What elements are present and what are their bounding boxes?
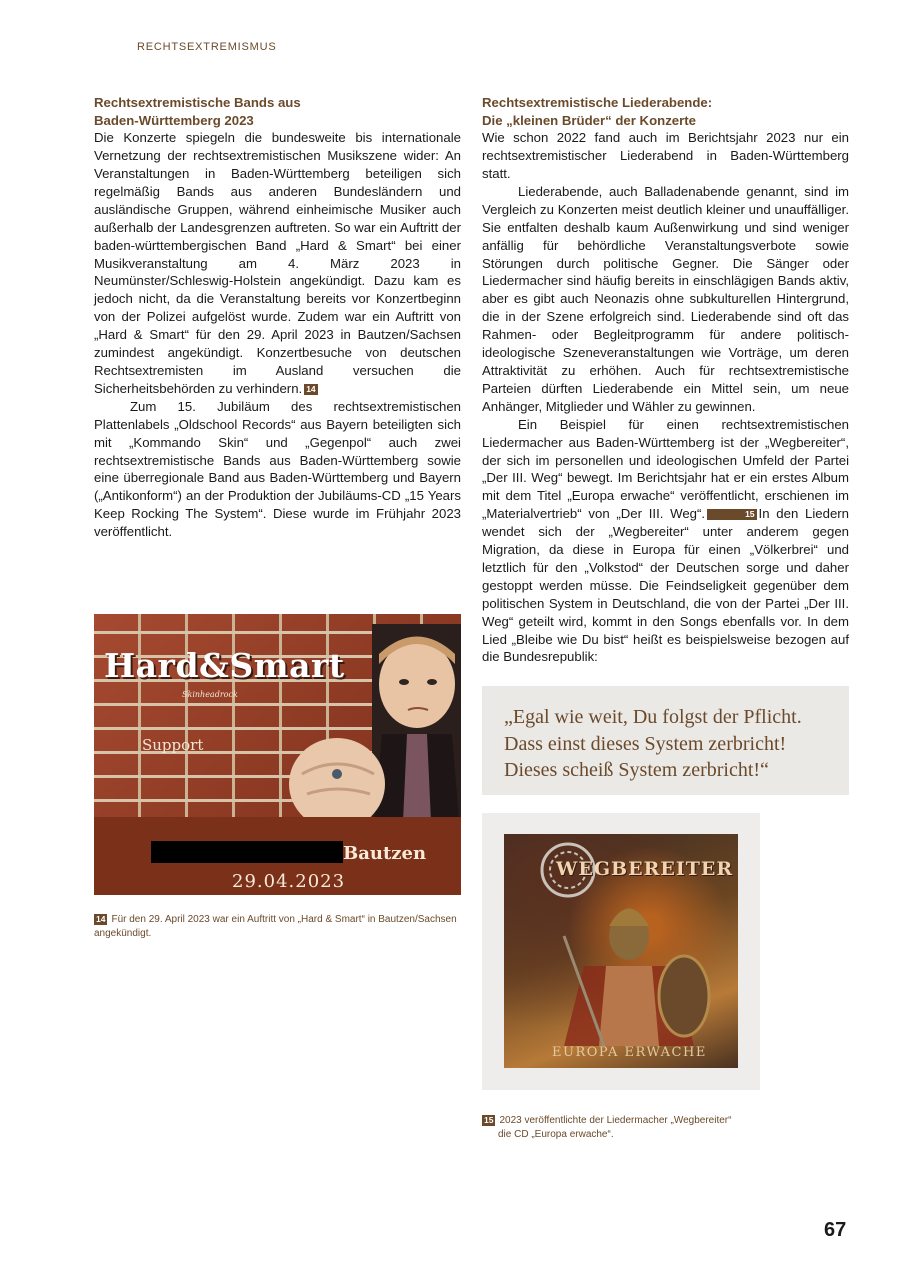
right-paragraph-3: [482, 416, 849, 667]
right-paragraph-3a: Ein Beispiel für einen rechtsextremistischen Liedermacher aus Baden-Württemberg ist der „Wegbereiter“, der sich im personellen und ideologischen Umfeld der Partei „Der III. Weg“ bewegt. Im Berichtsjahr hat er ein erstes Album mit dem Titel „Europa erwache“ veröffentlicht, erschienen im „Materialvertrieb“ von „Der III. Weg“.: [482, 416, 849, 522]
figure-14-caption: [94, 913, 461, 941]
page-number: 67: [824, 1219, 847, 1241]
support-label: Support: [142, 736, 204, 754]
right-paragraph-1: Wie schon 2022 fand auch im Berichtsjahr 2023 nur ein rechtsextremistischer Liederabend in Baden-Württemberg statt.: [482, 130, 849, 181]
hard-smart-poster-image: [94, 614, 461, 895]
left-paragraph-1: [94, 129, 461, 398]
logo-subtitle: Skinheadrock: [182, 690, 238, 699]
band-logo: Hard&Smart: [104, 646, 345, 685]
cd-album-title: EUROPA ERWACHE: [552, 1045, 707, 1060]
right-paragraph-3b: In den Liedern wendet sich der „Wegbereiter“ unter anderem gegen Migration, da diese in Europa für einen „Völkerbrei“ und letztlich für den „Volkstod“ der Deutschen sorge und daher gestoppt werden müsse. Die Feindseligkeit gegenüber dem politischen System in Deutschland, die von der Partei „Der III. Weg“ geteilt wird, kommt in den Songs ebenfalls vor. In dem Lied „Bleibe wie Du bist“ heißt es beispielsweise bezogen auf die Bundesrepublik:: [482, 506, 849, 665]
right-heading-line1: Rechtsextremistische Liederabende:: [482, 95, 713, 110]
right-column: [482, 94, 849, 666]
cd-cover-image: [504, 834, 738, 1068]
right-heading-line2: Die „kleinen Brüder“ der Konzerte: [482, 112, 696, 128]
caption-14-text: Für den 29. April 2023 war ein Auftritt von „Hard & Smart“ in Bautzen/Sachsen angekündigt.: [94, 914, 457, 939]
left-paragraph-1-text: Die Konzerte spiegeln die bundesweite bis internationale Vernetzung der rechtsextremistischen Musikszene wider: An Veranstaltungen in Baden-Württemberg beteiligen sich regelmäßig Bands aus anderen Bundesländern und ausländische Gruppen, während einheimische Musiker auch außerhalb der Landesgrenzen auftreten. So war ein Auftritt der baden-württembergischen Band „Hard & Smart“ bei einer Musikveranstaltung am 4. März 2023 in Neumünster/Schleswig-Holstein angekündigt. Dazu kam es jedoch nicht, da die Veranstaltung bereits vor Konzertbeginn von der Polizei aufgelöst wurde. Zudem war ein Auftritt von „Hard & Smart“ für den 29. April 2023 in Bautzen/Sachsen zumindest angekündigt. Konzertbesuche von deutschen Rechtsextremisten im Ausland versuchen die Sicherheitsbehörden zu verhindern.: [94, 130, 461, 396]
quote-line-3: Dieses scheiß System zerbricht!“: [504, 759, 769, 781]
poster-place: Bautzen: [343, 843, 427, 864]
song-quote-box: [482, 686, 849, 795]
song-quote: [504, 704, 834, 784]
section-label: RECHTSEXTREMISMUS: [137, 41, 277, 53]
left-paragraph-2: Zum 15. Jubiläum des rechtsextremistischen Plattenlabels „Oldschool Records“ aus Bayern beteiligten sich mit „Kommando Skin“ und „Gegenpol“ auch zwei rechtsextremistische Bands aus Baden-Württemberg sowie eine überregionale Band aus Baden-Württemberg und Bayern („Antikonform“) an der Produktion der Jubiläums-CD „15 Years Keep Rocking The System“. Diese wurde im Frühjahr 2023 veröffentlicht.: [94, 398, 461, 540]
right-paragraph-2: Liederabende, auch Balladenabende genannt, sind im Vergleich zu Konzerten meist deutlich kleiner und unauffälliger. Sie entfalten deshalb kaum Außenwirkung und sind weniger anfällig für behördliche Veranstaltungsverbote sowie Störungen durch politische Gegner. Die Sänger oder Liedermacher sind häufig bereits in einschlägigen Bands aktiv, aber es gibt auch Neonazis ohne subkulturellen Hintergrund, die in der Szene erfolgreich sind. Liederabende sind oft das Rahmen- oder Begleitprogramm für andere politisch-ideologische Szeneveranstaltungen wie Vorträge, um deren Attraktivität zu erhöhen. Auch für rechtsextremistische Parteien dürften Liederabende ein Mittel sein, um neue Anhänger, Mitglieder und Wähler zu gewinnen.: [482, 183, 849, 414]
quote-line-2: Dass einst dieses System zerbricht!: [504, 732, 787, 755]
redaction-bar: [151, 841, 343, 863]
left-heading-line2: Baden-Württemberg 2023: [94, 112, 254, 128]
footnote-ref-14[interactable]: 14: [306, 383, 316, 394]
right-heading: [482, 94, 849, 129]
quote-line-1: „Egal wie weit, Du folgst der Pflicht.: [504, 706, 802, 728]
caption-number-14: 14: [96, 914, 106, 924]
figure-15-caption: [482, 1114, 849, 1142]
caption-number-15: 15: [484, 1115, 494, 1125]
left-column: [94, 94, 461, 541]
footnote-ref-15[interactable]: 15: [707, 509, 756, 520]
left-heading-line1: Rechtsextremistische Bands aus: [94, 95, 301, 110]
cd-band-title: WEGBEREITER: [556, 858, 734, 880]
caption-15-line-1: 2023 veröffentlichte der Liedermacher „Wegbereiter“: [499, 1115, 732, 1126]
poster-date: 29.04.2023: [232, 871, 346, 892]
warrior-illustration: [544, 896, 714, 1046]
left-heading: [94, 94, 461, 129]
caption-15-line-2: die CD „Europa erwache“.: [498, 1129, 614, 1140]
